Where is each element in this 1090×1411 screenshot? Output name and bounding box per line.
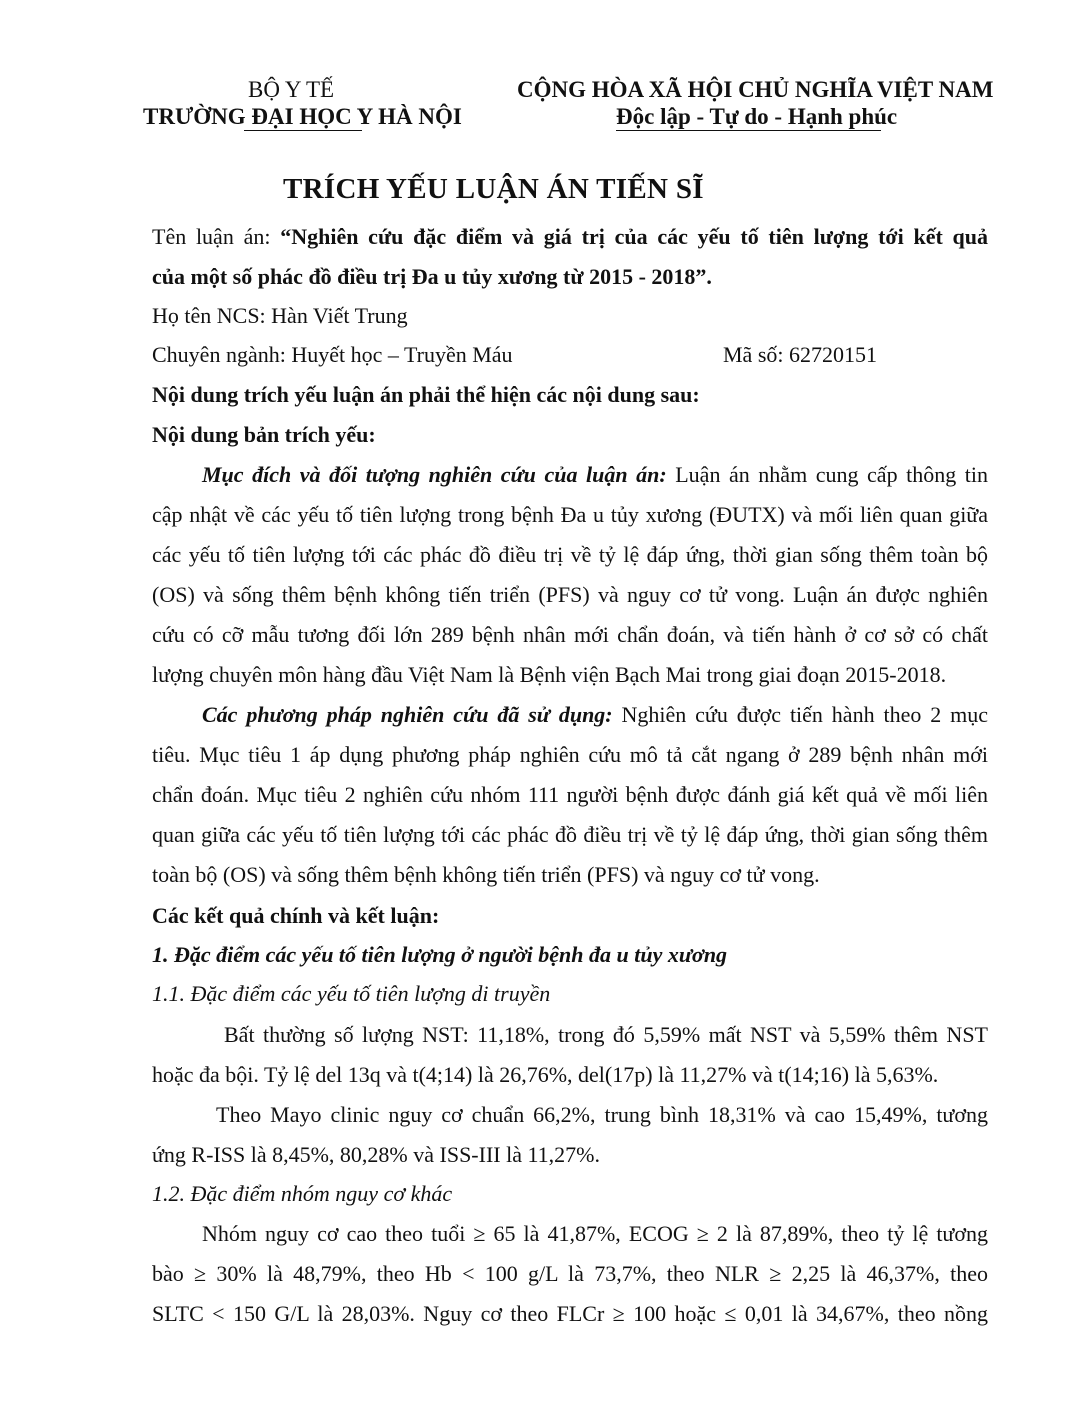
other-risk-line-2: bào ≥ 30% là 48,79%, theo Hb < 100 g/L là 73,7%, theo NLR ≥ 2,25 là 46,37%, theo (152, 1261, 988, 1286)
content-heading: Nội dung bản trích yếu: (152, 422, 376, 447)
methods-line-1 (152, 695, 988, 735)
genetic-line-2: hoặc đa bội. Tỷ lệ del 13q và t(4;14) là 26,76%, del(17p) là 11,27% và t(14;16) là 5,63%. (152, 1062, 939, 1087)
purpose-line-1 (152, 455, 988, 495)
other-risk-paragraph (152, 1214, 988, 1334)
country-name: CỘNG HÒA XÃ HỘI CHỦ NGHĨA VIỆT NAM (517, 77, 994, 102)
purpose-line-2: cập nhật về các yếu tố tiên lượng trong bệnh Đa u tủy xương (ĐUTX) và mối liên quan giữa (152, 502, 988, 527)
methods-line-5: toàn bộ (OS) và sống thêm bệnh không tiến triển (PFS) và nguy cơ tử vong. (152, 862, 820, 887)
major-code: Mã số: 62720151 (723, 342, 877, 367)
ministry-name: BỘ Y TẾ (248, 77, 335, 102)
methods-line-4: quan giữa các yếu tố tiên lượng tới các phác đồ điều trị về tỷ lệ đáp ứng, thời gian sống thêm (152, 822, 988, 847)
mayo-paragraph (152, 1095, 988, 1175)
document-title: TRÍCH YẾU LUẬN ÁN TIẾN SĨ (283, 173, 704, 205)
major-name: Chuyên ngành: Huyết học – Truyền Máu (152, 342, 513, 367)
other-risk-line-3: SLTC < 150 G/L là 28,03%. Nguy cơ theo FLCr ≥ 100 hoặc ≤ 0,01 là 34,67%, theo nồng (152, 1301, 988, 1326)
candidate-name: Họ tên NCS: Hàn Viết Trung (152, 303, 408, 328)
thesis-name-line-1 (152, 223, 988, 251)
national-motto: Độc lập - Tự do - Hạnh phúc (616, 104, 898, 129)
purpose-line-4: (OS) và sống thêm bệnh không tiến triển (PFS) và nguy cơ tử vong. Luận án được nghiên (152, 582, 988, 607)
requirement-heading: Nội dung trích yếu luận án phải thể hiện các nội dung sau: (152, 382, 700, 407)
purpose-label: Mục đích và đối tượng nghiên cứu của luận án: (202, 462, 667, 487)
section-1-1-heading: 1.1. Đặc điểm các yếu tố tiên lượng di truyền (152, 981, 551, 1006)
purpose-paragraph (152, 455, 988, 695)
university-underline (244, 130, 362, 131)
methods-line-2: tiêu. Mục tiêu 1 áp dụng phương pháp nghiên cứu mô tả cắt ngang ở 289 bệnh nhân mới (152, 742, 988, 767)
genetic-paragraph (152, 1015, 988, 1095)
methods-line-3: chẩn đoán. Mục tiêu 2 nghiên cứu nhóm 111 người bệnh được đánh giá kết quả về mối liên (152, 782, 988, 807)
purpose-line-3: các yếu tố tiên lượng tới các phác đồ điều trị về tỷ lệ đáp ứng, thời gian sống thêm toàn bộ (152, 542, 988, 567)
thesis-name-title: “Nghiên cứu đặc điểm và giá trị của các yếu tố tiên lượng tới kết quả (280, 224, 988, 249)
other-risk-line-1: Nhóm nguy cơ cao theo tuổi ≥ 65 là 41,87%, ECOG ≥ 2 là 87,89%, theo tỷ lệ tương (202, 1221, 988, 1246)
mayo-line-2: ứng R-ISS là 8,45%, 80,28% và ISS-III là 11,27%. (152, 1142, 601, 1167)
thesis-name-label: Tên luận án: (152, 224, 281, 249)
methods-paragraph (152, 695, 988, 895)
section-1-heading: 1. Đặc điểm các yếu tố tiên lượng ở người bệnh đa u tủy xương (152, 942, 728, 967)
university-name: TRƯỜNG ĐẠI HỌC Y HÀ NỘI (143, 104, 462, 129)
thesis-name-line-2: của một số phác đồ điều trị Đa u tủy xương từ 2015 - 2018”. (152, 264, 712, 289)
results-heading: Các kết quả chính và kết luận: (152, 903, 440, 928)
genetic-line-1: Bất thường số lượng NST: 11,18%, trong đó 5,59% mất NST và 5,59% thêm NST (224, 1022, 988, 1047)
motto-underline (616, 130, 881, 131)
methods-label: Các phương pháp nghiên cứu đã sử dụng: (202, 702, 613, 727)
purpose-text-1: Luận án nhằm cung cấp thông tin (666, 462, 988, 487)
purpose-line-6: lượng chuyên môn hàng đầu Việt Nam là Bệnh viện Bạch Mai trong giai đoạn 2015-2018. (152, 662, 947, 687)
section-1-2-heading: 1.2. Đặc điểm nhóm nguy cơ khác (152, 1181, 453, 1206)
purpose-line-5: cứu có cỡ mẫu tương đối lớn 289 bệnh nhân mới chẩn đoán, và tiến hành ở cơ sở có chất (152, 622, 988, 647)
mayo-line-1: Theo Mayo clinic nguy cơ chuẩn 66,2%, trung bình 18,31% và cao 15,49%, tương (216, 1102, 988, 1127)
methods-text-1: Nghiên cứu được tiến hành theo 2 mục (612, 702, 988, 727)
